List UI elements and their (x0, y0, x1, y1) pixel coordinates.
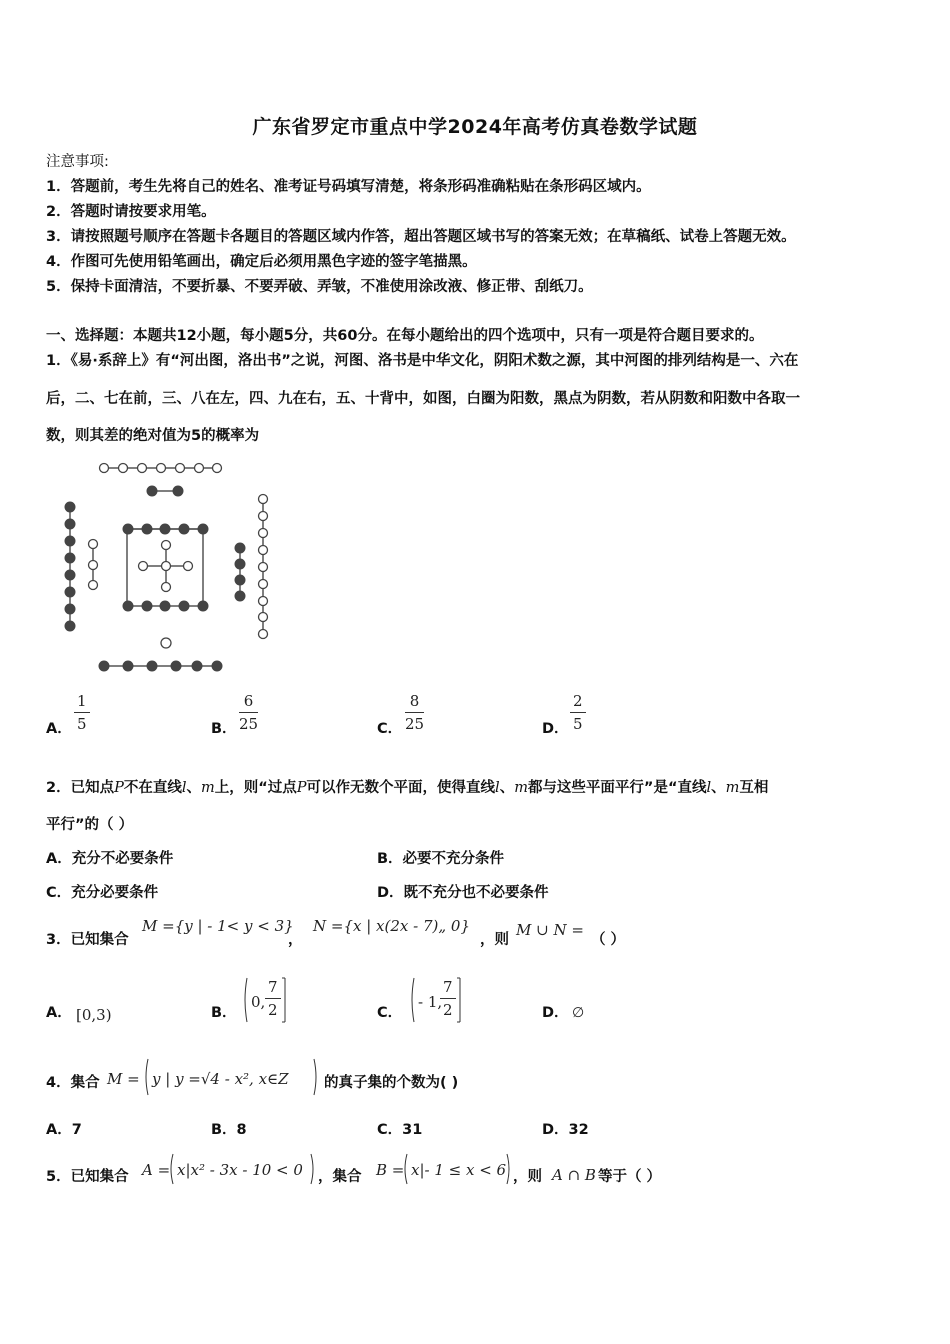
white-dot (259, 597, 268, 606)
black-dot (65, 621, 75, 631)
q3-option-c-left: - 1, (418, 993, 443, 1011)
numerator: 7 (440, 979, 456, 999)
q2-option-a: A．充分不必要条件 (46, 851, 174, 867)
q5-expression: A ∩ B (552, 1166, 596, 1184)
denominator: 2 (443, 1001, 453, 1019)
q4-option-a: A．7 (46, 1122, 82, 1138)
q2-option-c: C．充分必要条件 (46, 885, 159, 901)
white-dot (176, 464, 185, 473)
q5-set-a-body: x|x² - 3x - 10 < 0 (177, 1161, 303, 1179)
black-dot (123, 601, 133, 611)
q3-option-c-label: C． (377, 1005, 403, 1021)
q1-option-b-label: B． (211, 721, 237, 737)
black-dot (65, 536, 75, 546)
white-dot (161, 638, 171, 648)
white-dot (259, 613, 268, 622)
denominator: 5 (573, 715, 583, 733)
black-dot (173, 486, 183, 496)
q2-option-b: B．必要不充分条件 (377, 851, 505, 867)
q4-option-b: B．8 (211, 1122, 247, 1138)
numerator: 1 (74, 693, 90, 713)
black-dot (147, 661, 157, 671)
black-dot (65, 587, 75, 597)
black-dot (142, 524, 152, 534)
black-dot (160, 601, 170, 611)
question-1-text: 数，则其差的绝对值为5的概率为 (46, 428, 260, 444)
white-dot (162, 541, 171, 550)
numerator: 6 (239, 693, 258, 713)
black-dot (123, 661, 133, 671)
numerator: 2 (570, 693, 586, 713)
black-dot (235, 575, 245, 585)
q1-option-d-fraction (570, 693, 586, 733)
notice-heading: 注意事项: (46, 154, 109, 170)
q1-option-d-label: D． (542, 721, 569, 737)
q3-then: ，则 (480, 932, 509, 948)
black-dot (65, 553, 75, 563)
black-dot (179, 601, 189, 611)
black-dot (235, 591, 245, 601)
question-2-text: 2．已知点P不在直线l、m上，则“过点P可以作无数个平面，使得直线l、m都与这些平面平行”是“直线l、m互相 (46, 780, 769, 796)
q3-option-a-value: [0,3) (76, 1006, 112, 1024)
white-dot (259, 495, 268, 504)
white-dot (195, 464, 204, 473)
denominator: 5 (77, 715, 87, 733)
black-dot (235, 559, 245, 569)
white-dot (138, 464, 147, 473)
black-dot (160, 524, 170, 534)
numerator: 8 (405, 693, 424, 713)
q3-option-a-label: A． (46, 1005, 72, 1021)
white-dot (100, 464, 109, 473)
q5-set-b-body: x|- 1 ≤ x < 6 (411, 1161, 507, 1179)
notice-item: 3．请按照题号顺序在答题卡各题目的答题区域内作答，超出答题区域书写的答案无效；在草稿纸、试卷上答题无效。 (46, 229, 796, 245)
q3-paren: （ ） (591, 932, 626, 948)
question-1-text: 1．《易·系辞上》有“河出图，洛出书”之说，河图、洛书是中华文化，阴阳术数之源，其中河图的排列结构是一、六在 (46, 353, 799, 369)
notice-item: 4．作图可先使用铅笔画出，确定后必须用黑色字迹的签字笔描黑。 (46, 254, 477, 270)
q3-option-b-left: 0, (251, 993, 266, 1011)
q3-expression: M ∪ N = (516, 921, 584, 939)
question-5-prefix: 5．已知集合 (46, 1169, 129, 1185)
q2-option-d: D．既不充分也不必要条件 (377, 885, 549, 901)
q3-comma: ， (288, 932, 303, 948)
question-3-prefix: 3．已知集合 (46, 932, 129, 948)
q5-set-b: B = (376, 1161, 405, 1179)
white-dot (213, 464, 222, 473)
q3-option-d-value: ∅ (572, 1005, 585, 1021)
denominator: 25 (239, 715, 259, 733)
white-dot (259, 512, 268, 521)
hetu-diagram (55, 455, 285, 680)
q3-set-m: M ={y | - 1< y < 3} (142, 917, 294, 935)
q3-option-c-fraction (440, 979, 456, 1019)
black-dot (65, 502, 75, 512)
q5-mid: ，集合 (318, 1169, 362, 1185)
q3-option-b-fraction (265, 979, 281, 1019)
q5-suffix: 等于（ ） (598, 1169, 662, 1185)
q3-option-b-label: B． (211, 1005, 237, 1021)
q5-then: ，则 (513, 1169, 542, 1185)
white-dot (89, 540, 98, 549)
q4-suffix: 的真子集的个数为( ) (324, 1075, 459, 1091)
black-dot (123, 524, 133, 534)
white-dot (89, 561, 98, 570)
section-heading: 一、选择题：本题共12小题，每小题5分，共60分。在每小题给出的四个选项中，只有一项是符合题目要求的。 (46, 328, 764, 344)
denominator: 2 (268, 1001, 278, 1019)
question-2-text: 平行”的（ ） (46, 817, 134, 833)
question-1-text: 后，二、七在前，三、八在左，四、九在右，五、十背中，如图，白圈为阳数，黑点为阴数，若从阴数和阳数中各取一 (46, 391, 800, 407)
q3-option-d-label: D． (542, 1005, 569, 1021)
black-dot (235, 543, 245, 553)
black-dot (65, 570, 75, 580)
white-dot (89, 581, 98, 590)
white-dot (259, 529, 268, 538)
white-dot (259, 580, 268, 589)
q1-option-b-fraction (239, 693, 258, 733)
notice-item: 1．答题前，考生先将自己的姓名、准考证号码填写清楚，将条形码准确粘贴在条形码区域内。 (46, 179, 651, 195)
white-dot (119, 464, 128, 473)
black-dot (171, 661, 181, 671)
white-dot (259, 546, 268, 555)
q5-set-a: A = (142, 1161, 171, 1179)
q1-option-a-label: A． (46, 721, 72, 737)
q4-option-d: D．32 (542, 1122, 589, 1138)
q4-set-m: M = (107, 1070, 140, 1088)
q1-option-c-fraction (405, 693, 424, 733)
black-dot (147, 486, 157, 496)
notice-item: 5．保持卡面清洁，不要折暴、不要弄破、弄皱，不准使用涂改液、修正带、刮纸刀。 (46, 279, 593, 295)
black-dot (179, 524, 189, 534)
white-dot (162, 562, 171, 571)
white-dot (162, 583, 171, 592)
black-dot (99, 661, 109, 671)
q4-option-c: C．31 (377, 1122, 423, 1138)
white-dot (259, 630, 268, 639)
black-dot (142, 601, 152, 611)
page-title: 广东省罗定市重点中学2024年高考仿真卷数学试题 (252, 116, 698, 138)
black-dot (198, 601, 208, 611)
notice-item: 2．答题时请按要求用笔。 (46, 204, 216, 220)
q1-option-c-label: C． (377, 721, 403, 737)
denominator: 25 (405, 715, 425, 733)
white-dot (157, 464, 166, 473)
black-dot (192, 661, 202, 671)
numerator: 7 (265, 979, 281, 999)
black-dot (65, 604, 75, 614)
black-dot (198, 524, 208, 534)
white-dot (184, 562, 193, 571)
white-dot (259, 563, 268, 572)
black-dot (212, 661, 222, 671)
white-dot (139, 562, 148, 571)
q1-option-a-fraction (74, 693, 90, 733)
q4-set-body: y | y =√4 - x², x∈Z (152, 1070, 289, 1088)
black-dot (65, 519, 75, 529)
question-4-prefix: 4．集合 (46, 1075, 100, 1091)
q3-set-n: N ={x | x(2x - 7)„ 0} (313, 917, 470, 935)
